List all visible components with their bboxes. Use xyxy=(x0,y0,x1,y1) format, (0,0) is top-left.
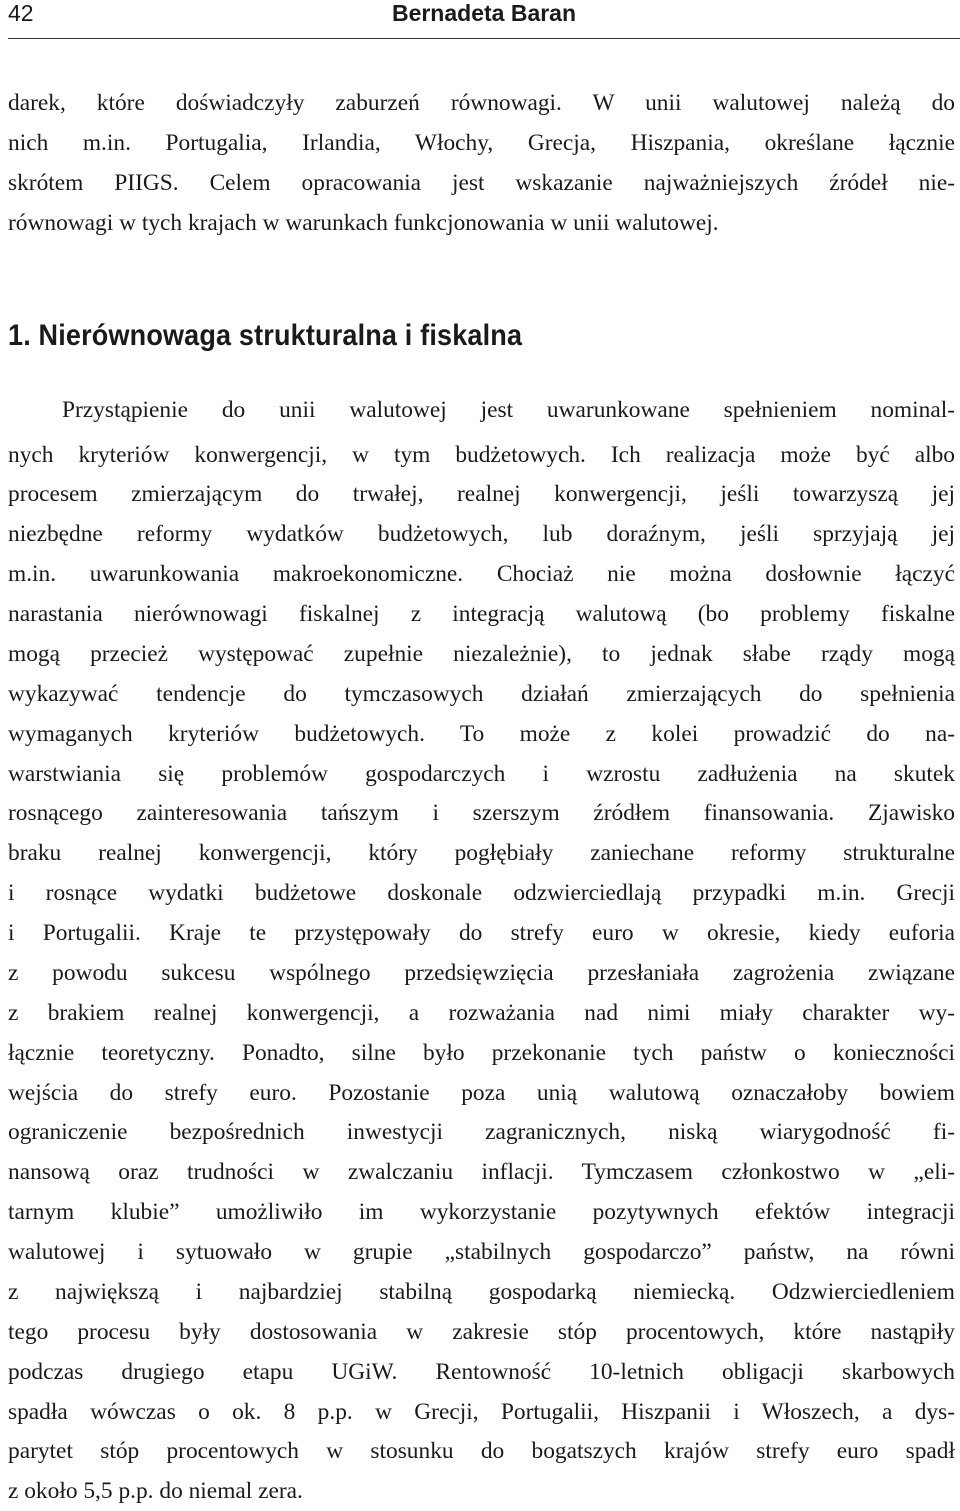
text-line: wykazywać tendencje do tymczasowych działań zmierzających do spełnienia xyxy=(8,681,955,707)
text-line: darek, które doświadczyły zaburzeń równowagi. W unii walutowej należą do xyxy=(8,90,955,116)
text-line: narastania nierównowagi fiskalnej z integracją walutową (bo problemy fiskalne xyxy=(8,601,955,627)
section-heading: 1. Nierównowaga strukturalna i fiskalna xyxy=(8,319,523,352)
text-line: z około 5,5 p.p. do niemal zera. xyxy=(8,1478,303,1504)
text-line: mogą przecież występować zupełnie niezależnie), to jednak słabe rządy mogą xyxy=(8,641,955,667)
text-line: procesem zmierzającym do trwałej, realnej konwergencji, jeśli towarzyszą jej xyxy=(8,481,955,507)
text-line: i rosnące wydatki budżetowe doskonale odzwierciedlają przypadki m.in. Grecji xyxy=(8,880,955,906)
running-header xyxy=(8,0,960,39)
text-line: niezbędne reformy wydatków budżetowych, lub doraźnym, jeśli sprzyjają jej xyxy=(8,521,955,547)
text-line: i Portugalii. Kraje te przystępowały do strefy euro w okresie, kiedy euforia xyxy=(8,920,955,946)
text-line: nych kryteriów konwergencji, w tym budżetowych. Ich realizacja może być albo xyxy=(8,442,955,468)
text-line: rosnącego zainteresowania tańszym i szerszym źródłem finansowania. Zjawisko xyxy=(8,800,955,826)
text-line: nich m.in. Portugalia, Irlandia, Włochy, Grecja, Hiszpania, określane łącznie xyxy=(8,130,955,156)
text-line: z brakiem realnej konwergencji, a rozważania nad nimi miały charakter wy- xyxy=(8,1000,955,1026)
text-line: łącznie teoretyczny. Ponadto, silne było przekonanie tych państw o konieczności xyxy=(8,1040,955,1066)
text-line: ograniczenie bezpośrednich inwestycji zagranicznych, niską wiarygodność fi- xyxy=(8,1119,955,1145)
text-line: równowagi w tych krajach w warunkach funkcjonowania w unii walutowej. xyxy=(8,210,719,236)
text-line: z powodu sukcesu wspólnego przedsięwzięcia przesłaniała zagrożenia związane xyxy=(8,960,955,986)
running-header-author: Bernadeta Baran xyxy=(391,0,577,26)
text-line: podczas drugiego etapu UGiW. Rentowność 10-letnich obligacji skarbowych xyxy=(8,1359,955,1385)
text-line: walutowej i sytuowało w grupie „stabilnych gospodarczo” państw, na równi xyxy=(8,1239,955,1265)
text-line: z największą i najbardziej stabilną gospodarką niemiecką. Odzwierciedleniem xyxy=(8,1279,955,1305)
page-number: 42 xyxy=(8,0,34,26)
text-line: m.in. uwarunkowania makroekonomiczne. Chociaż nie można dosłownie łączyć xyxy=(8,561,955,587)
text-line: tarnym klubie” umożliwiło im wykorzystanie pozytywnych efektów integracji xyxy=(8,1199,955,1225)
text-line: spadła wówczas o ok. 8 p.p. w Grecji, Portugalii, Hiszpanii i Włoszech, a dys- xyxy=(8,1399,955,1425)
text-line: nansową oraz trudności w zwalczaniu inflacji. Tymczasem członkostwo w „eli- xyxy=(8,1159,955,1185)
text-line: wymaganych kryteriów budżetowych. To może z kolei prowadzić do na- xyxy=(8,721,955,747)
text-line: tego procesu były dostosowania w zakresie stóp procentowych, które nastąpiły xyxy=(8,1319,955,1345)
text-line: Przystąpienie do unii walutowej jest uwarunkowane spełnieniem nominal- xyxy=(62,397,955,423)
text-line: wejścia do strefy euro. Pozostanie poza unią walutową oznaczałoby bowiem xyxy=(8,1080,955,1106)
text-line: braku realnej konwergencji, który pogłębiały zaniechane reformy strukturalne xyxy=(8,840,955,866)
text-line: warstwiania się problemów gospodarczych i wzrostu zadłużenia na skutek xyxy=(8,761,955,787)
text-line: skrótem PIIGS. Celem opracowania jest wskazanie najważniejszych źródeł nie- xyxy=(8,170,955,196)
text-line: parytet stóp procentowych w stosunku do bogatszych krajów strefy euro spadł xyxy=(8,1438,955,1464)
